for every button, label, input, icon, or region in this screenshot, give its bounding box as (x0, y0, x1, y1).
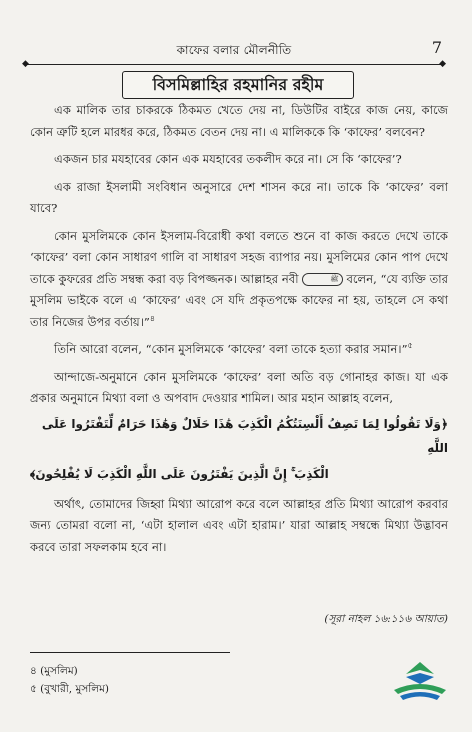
paragraph: আন্দাজে-অনুমানে কোন মুসলিমকে ‘কাফের’ বলা অতি বড় গোনাহর কাজ। যা এক প্রকার অনুমানে মিথ্যা বলা ও অপবাদ দেওয়ার শামিল। আর মহান আল্লাহ বলেন, (30, 369, 448, 405)
paragraph-translation: অর্থাৎ, তোমাদের জিহ্বা মিথ্যা আরোপ করে বলে আল্লাহর প্রতি মিথ্যা আরোপ করবার জন্য তোমরা বলো না, ‘এটা হালাল এবং এটা হারাম।’ যারা আল্লাহ সম্বন্ধে মিথ্যা উদ্ভাবন করবে তারা সফলকাম হবে না। (30, 496, 448, 554)
salawat-icon: ﷺ (302, 273, 342, 286)
paragraph: এক রাজা ইসলামী সংবিধান অনুসারে দেশ শাসন করে না। তাকে কি ‘কাফের’ বলা যাবে? (30, 179, 448, 215)
paragraph: এক মালিক তার চাকরকে ঠিকমত খেতে দেয় না, ডিউটির বাইরে কাজ নেয়, কাজে কোন ত্রুটি হলে মারধর করে, ঠিকমত বেতন দেয় না। এ মালিককে কি ‘কাফের’ বলবেন? (30, 103, 448, 139)
footnote: ৫ (বুখারী, মুসলিম) (30, 683, 110, 695)
body-text (30, 100, 448, 564)
footnotes (30, 662, 109, 698)
paragraph-text: কোন মুসলিমকে কোন ইসলাম-বিরোধী কথা বলতে শুনে বা কাজ করতে দেখে তাকে ‘কাফের’ বলা কোন সাধারণ গালি বা সাধারণ সহজ ব্যাপার নয়। মুসলিমের কোন পাপ দেখে তাকে কুফরের প্রতি সম্বন্ধ করা বড় বিপজ্জনক। আল্লাহর নবী (30, 228, 448, 286)
page-header (22, 38, 446, 69)
chapter-title: বিসমিল্লাহির রহমানির রহীম (122, 71, 354, 99)
paragraph-text: বলেন, “যে ব্যক্তি তার মুসলিম ভাইকে বলে এ ‘কাফের’ এবং সে যদি প্রকৃতপক্ষে কাফের না হয়, তাহলে সে কথা তার নিজের উপর বর্তায়।” (30, 271, 449, 329)
quran-verse-line-2: الْكَذِبَ ۚ إِنَّ الَّذِينَ يَفْتَرُونَ عَلَى اللَّهِ الْكَذِبَ لَا يُفْلِحُونَ﴾ (30, 466, 329, 481)
footnote-marker: ৪ (149, 313, 156, 323)
publisher-logo-icon (390, 660, 450, 704)
verse-reference: (সূরা নাহল ১৬:১১৬ আয়াত) (324, 613, 448, 625)
paragraph: একজন চার মযহাবের কোন এক মযহাবের তকলীদ করে না। সে কি ‘কাফের’? (54, 152, 402, 166)
header-ornament-left-icon: ◆ (22, 59, 29, 69)
paragraph-text: তিনি আরো বলেন, “কোন মুসলিমকে ‘কাফের’ বলা তাকে হত্যা করার সমান।” (54, 342, 408, 356)
running-title: কাফের বলার মৌলনীতি (176, 43, 292, 57)
paragraph-hadith-1 (30, 226, 448, 334)
footnote-divider (30, 652, 230, 653)
footnote-marker: ৫ (407, 341, 413, 351)
footnote: ৪ (মুসলিম) (30, 665, 78, 677)
header-ornament-right-icon: ◆ (439, 59, 446, 69)
quran-verse-line-1: ﴿وَلَا تَقُولُوا لِمَا تَصِفُ أَلْسِنَتُكُمُ الْكَذِبَ هَٰذَا حَلَالٌ وَهَٰذَا حَرَامٌ لِّتَفْتَرُوا عَلَى اللَّهِ (41, 416, 448, 455)
page-number: 7 (431, 38, 442, 57)
paragraph-hadith-2 (30, 339, 448, 361)
